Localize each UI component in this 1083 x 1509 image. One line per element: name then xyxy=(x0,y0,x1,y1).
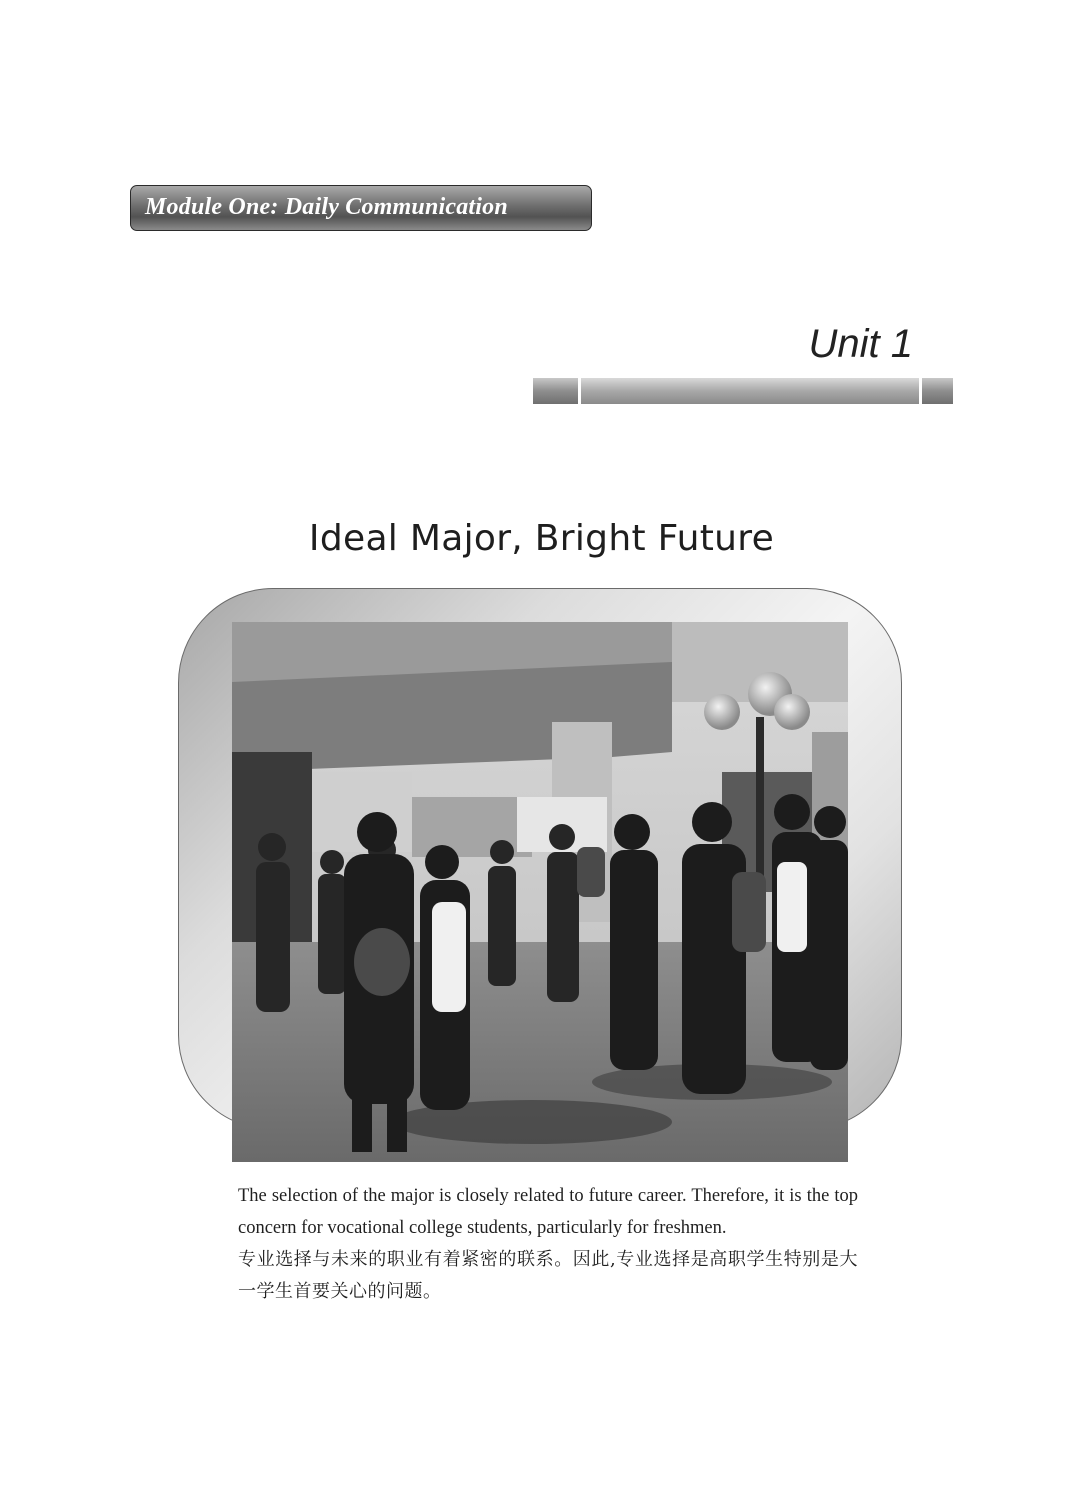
bar-segment-right xyxy=(922,378,953,404)
page-title: Ideal Major, Bright Future xyxy=(308,518,775,559)
students-photo xyxy=(232,622,848,1162)
caption-chinese: 专业选择与未来的职业有着紧密的联系。因此,专业选择是高职学生特别是大一学生首要关心的问题。 xyxy=(238,1249,858,1302)
unit-label: Unit 1 xyxy=(808,322,913,366)
photo-caption xyxy=(238,1180,858,1308)
bar-segment-middle xyxy=(581,378,919,404)
module-label: Module One: Daily Communication xyxy=(145,194,508,220)
module-banner xyxy=(130,185,592,231)
caption-english: The selection of the major is closely related to future career. Therefore, it is the top concern for vocational college students, particularly for freshmen. xyxy=(238,1186,858,1238)
unit-decorative-bar xyxy=(533,378,953,404)
bar-segment-left xyxy=(533,378,578,404)
